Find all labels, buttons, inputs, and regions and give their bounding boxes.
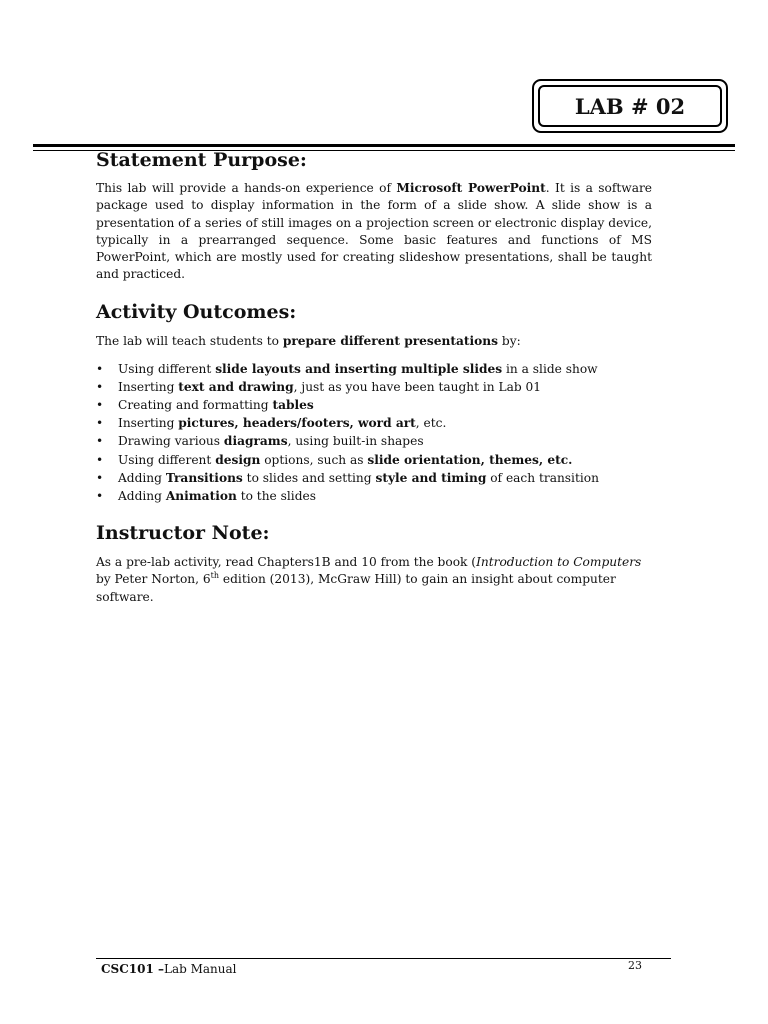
note-paragraph: As a pre-lab activity, read Chapters1B and 10 from the book (Introduction to Computers by Peter Norton, 6th edition (2013), McGraw Hill) to gain an insight about computer software. (96, 554, 642, 605)
list-item: • Adding Transitions to slides and setting style and timing of each transition (96, 469, 652, 487)
list-item: • Using different design options, such as slide orientation, themes, etc. (96, 451, 652, 469)
lab-number-box (532, 79, 728, 133)
footer-rule (96, 958, 671, 959)
header-rule-thick (33, 144, 735, 147)
lab-number-label: LAB # 02 (538, 85, 722, 127)
list-item: • Inserting text and drawing, just as you have been taught in Lab 01 (96, 378, 652, 396)
list-item: • Using different slide layouts and inserting multiple slides in a slide show (96, 360, 652, 378)
course-code: CSC101 – (101, 962, 164, 976)
page-number: 23 (628, 959, 642, 972)
purpose-heading: Statement Purpose: (96, 149, 307, 171)
powerpoint-term: Microsoft PowerPoint (396, 181, 546, 195)
outcomes-heading: Activity Outcomes: (96, 300, 297, 323)
note-heading: Instructor Note: (96, 521, 270, 544)
list-item: • Drawing various diagrams, using built-in shapes (96, 432, 652, 450)
manual-label: Lab Manual (164, 962, 237, 976)
page-content (96, 148, 652, 607)
purpose-paragraph: This lab will provide a hands-on experience of Microsoft PowerPoint. It is a software package used to display information in the form of a slide show. A slide show is a presentation of a series of still images on a projection screen or electronic display device, typically in a prearranged sequence. Some basic features and functions of MS PowerPoint, which are mostly used for creating slideshow presentations, shall be taught and practiced. (96, 181, 652, 282)
outcomes-list (96, 360, 652, 505)
outcomes-intro: The lab will teach students to prepare different presentations by: (96, 333, 521, 348)
list-item: • Creating and formatting tables (96, 396, 652, 414)
list-item: • Adding Animation to the slides (96, 487, 652, 505)
footer-course (101, 962, 237, 976)
list-item: • Inserting pictures, headers/footers, word art, etc. (96, 414, 652, 432)
book-title: Introduction to Computers (476, 554, 642, 569)
